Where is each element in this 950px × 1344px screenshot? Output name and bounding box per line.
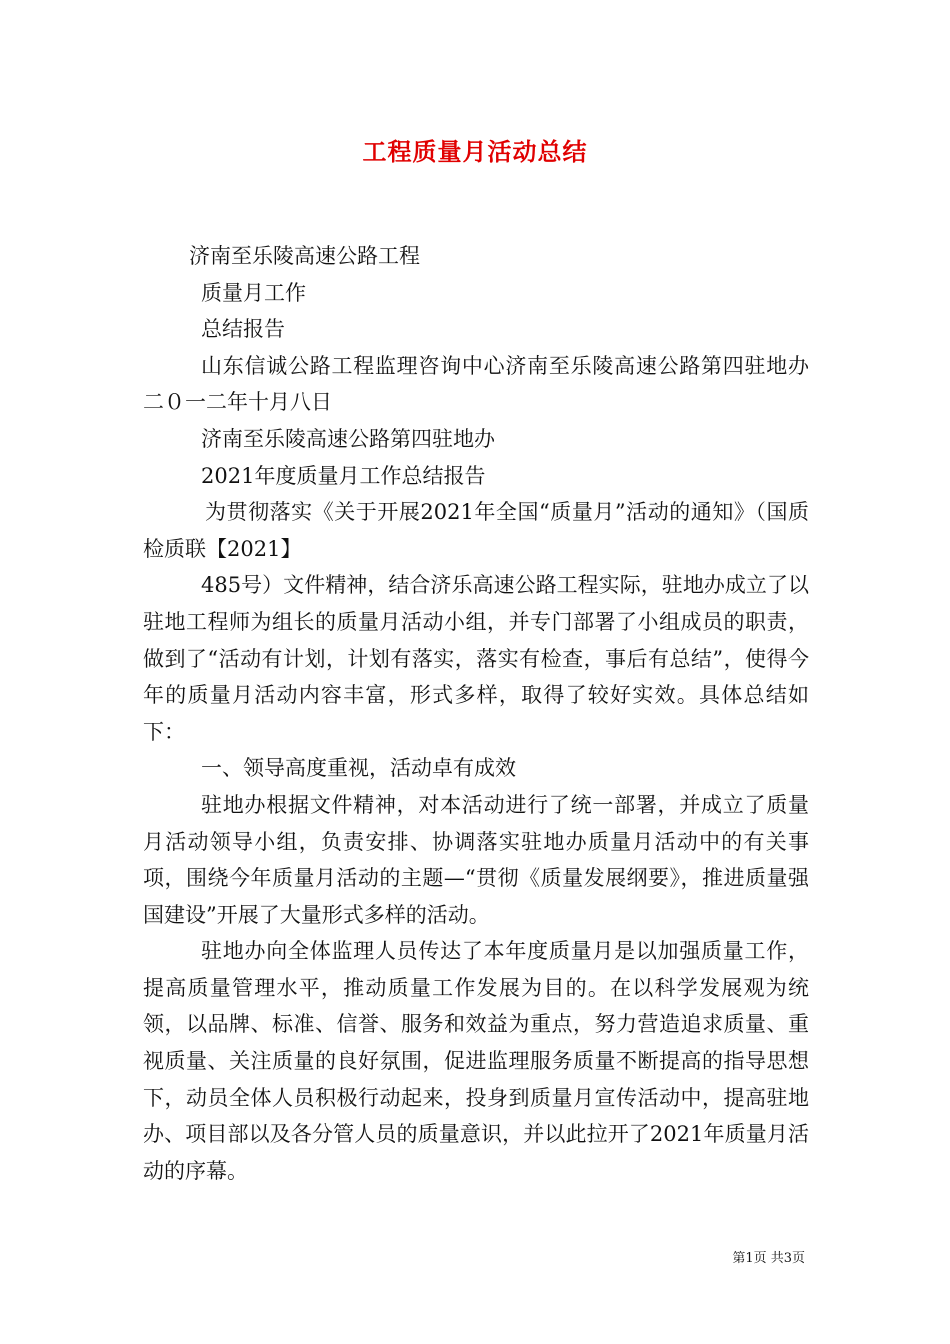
paragraph-project-name: 济南至乐陵高速公路工程: [189, 244, 420, 268]
paragraph-deployment: 驻地办根据文件精神，对本活动进行了统一部署，并成立了质量月活动领导小组，负责安排、协调落实驻地办质量月活动中的有关事项，围绕今年质量月活动的主题—“贯彻《质量发展纲要》，推进质量强国建设”开展了大量形式多样的活动。: [143, 792, 809, 927]
paragraph-office: 济南至乐陵高速公路第四驻地办: [201, 426, 495, 451]
paragraph-intro: 为贯彻落实《关于开展2021年全国“质量月”活动的通知》（国质检质联【2021】: [143, 500, 809, 561]
document-title: 工程质量月活动总结: [362, 137, 588, 166]
paragraph-subtitle-1: 质量月工作: [201, 280, 306, 305]
paragraph-guidance: 驻地办向全体监理人员传达了本年度质量月是以加强质量工作，提高质量管理水平，推动质量工作发展为目的。在以科学发展观为统领，以品牌、标准、信誉、服务和效益为重点，努力营造追求质量、重视质量、关注质量的良好氛围，促进监理服务质量不断提高的指导思想下，动员全体人员积极行动起来，投身到质量月宣传活动中，提高驻地办、项目部以及各分管人员的质量意识，并以此拉开了2021年质量月活动的序幕。: [143, 939, 809, 1183]
paragraph-report-title: 2021年度质量月工作总结报告: [201, 463, 486, 488]
page-number: 第1页 共3页: [732, 1251, 805, 1266]
document-body: [143, 238, 809, 1189]
paragraph-document-spirit: 485号）文件精神，结合济乐高速公路工程实际，驻地办成立了以驻地工程师为组长的质量月活动小组，并专门部署了小组成员的职责，做到了“活动有计划，计划有落实，落实有检查，事后有总结”，使得今年的质量月活动内容丰富，形式多样，取得了较好实效。具体总结如下：: [143, 573, 809, 744]
paragraph-issuer-date: 山东信诚公路工程监理咨询中心济南至乐陵高速公路第四驻地办二０一二年十月八日: [143, 353, 809, 415]
section-heading-1: 一、领导高度重视，活动卓有成效: [201, 756, 516, 781]
paragraph-subtitle-2: 总结报告: [201, 317, 285, 342]
